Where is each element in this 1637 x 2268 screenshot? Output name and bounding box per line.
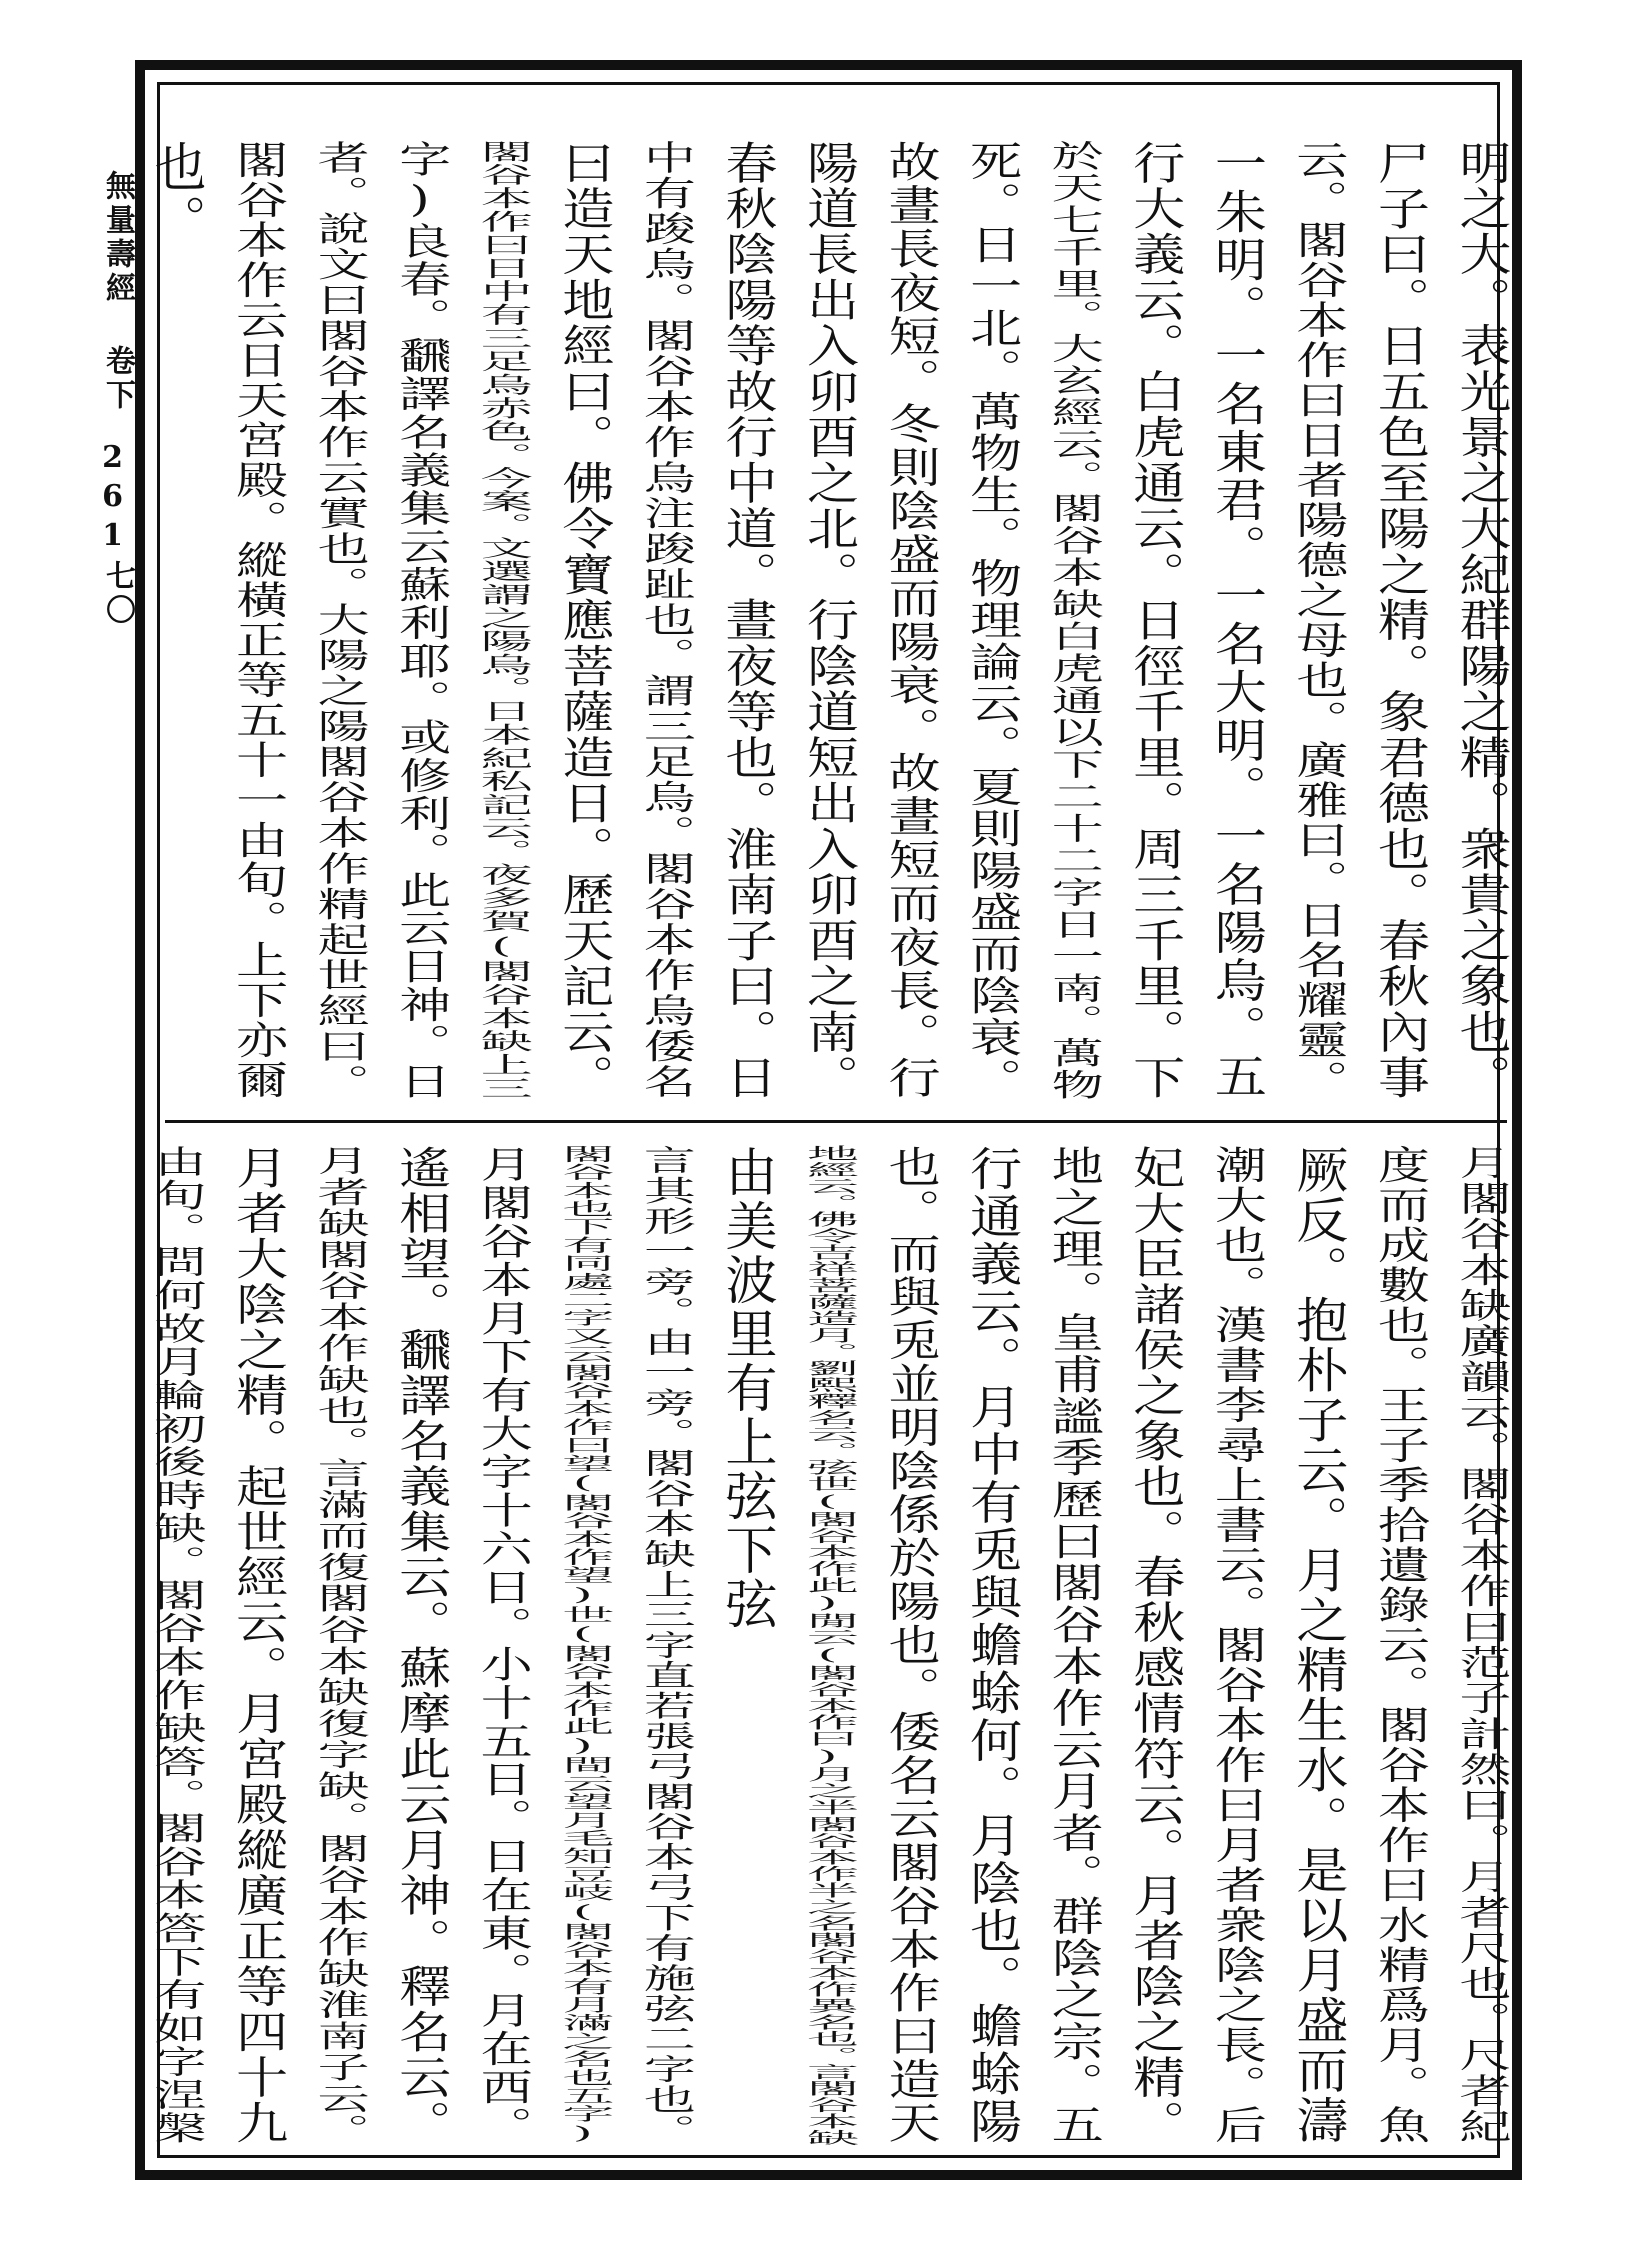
text-column: 陽道長出入卯酉之北。行陰道短出入卯酉之南。 — [797, 140, 858, 1101]
text-column: 一朱明。一名東君。一名大明。一名陽烏。五 — [1205, 140, 1266, 1101]
page-number: 261 — [95, 440, 130, 557]
text-column: 由旬。問何故月輪初後時缺。閣谷本作缺答。閣谷本答下有如字涅槃 — [145, 1145, 205, 2145]
text-column: 春秋陰陽等故行中道。晝夜等也。淮南子曰。日 — [715, 140, 776, 1101]
text-column: 於天七千里。大玄經云。閣谷本缺白虎通以下二十二字日一南。萬物 — [1042, 140, 1103, 1101]
text-column: 潮大也。漢書李尋上書云。閣谷本作曰月者衆陰之長。后 — [1205, 1145, 1266, 2146]
text-column: 也。而與兎並明陰係於陽也。倭名云閣谷本作曰造天 — [879, 1145, 940, 2145]
text-column: 也。 — [145, 140, 205, 248]
text-column: 月閣谷本缺廣韻云。閣谷本作曰范子計然曰。月者尺也。尺者紀 — [1450, 1145, 1510, 2145]
section-divider — [165, 1120, 1507, 1123]
text-column: 地經云。佛令吉祥菩薩造月。劉熙釋名云。弦世(閣谷本作此)閒云(閣谷本作曰)月之半閣谷本作半之名閣谷本作異名也。言閣谷本缺 — [797, 1145, 858, 2147]
text-column: 由美波里有上弦下弦 — [715, 1145, 776, 1631]
text-column: 行大義云。白虎通云。日徑千里。周三千里。下 — [1123, 140, 1184, 1101]
text-column: 故晝長夜短。冬則陰盛而陽衰。故晝短而夜長。行 — [879, 140, 940, 1100]
text-column: 閣谷本也下有同處二字又云閣谷本作曰望(閣谷本作望)世(閣谷本作此)間云望月毛知豆岐(閣谷本有月滿之名也五字) — [552, 1145, 613, 2144]
text-column: 月閣谷本月下有大字十六日。小十五日。日在東。月在西。 — [471, 1145, 532, 2145]
text-column: 閣谷本作曰日中有三足烏赤色。今案。文選謂之陽烏。日本紀私記云。夜多賀(閣谷本缺上三 — [471, 140, 532, 1100]
text-column: 曰造天地經曰。佛令寶應菩薩造日。歷天記云。 — [552, 140, 613, 1101]
folio-number: 七〇 — [100, 560, 135, 628]
text-column: 明之大。表光景之大紀群陽之精。衆貴之象也。 — [1450, 140, 1510, 1101]
text-column: 言其形一旁。由一旁。閣谷本缺上三字直若張弓閣谷本弓下有施弦二字也。 — [634, 1145, 695, 2145]
text-column: 云。閣谷本作曰日者陽德之母也。廣雅曰。日名耀靈。 — [1286, 140, 1347, 1101]
text-column: 尸子曰。日五色至陽之精。象君德也。春秋內事 — [1368, 140, 1429, 1101]
text-column: 妃大臣諸侯之象也。春秋感情符云。月者陰之精。 — [1123, 1145, 1184, 2146]
text-column: 中有踆烏。閣谷本作烏注踆趾也。謂三足烏。閣谷本作烏倭名 — [634, 140, 695, 1100]
running-title: 無量壽經 卷下 — [100, 170, 135, 413]
text-column: 地之理。皇甫謐季歷曰閣谷本作云月者。群陰之宗。五 — [1042, 1145, 1103, 2146]
text-column: 死。日一北。萬物生。物理論云。夏則陽盛而陰衰。 — [960, 140, 1021, 1101]
text-column: 度而成數也。王子季拾遺錄云。閣谷本作曰水精爲月。魚 — [1368, 1145, 1429, 2146]
text-column: 月者大陰之精。起世經云。月宮殿縱廣正等四十九 — [226, 1145, 287, 2146]
text-column: 遙相望。飜譯名義集云。蘇摩此云月神。釋名云。 — [389, 1145, 450, 2146]
text-column: 字)良春。飜譯名義集云蘇利耶。或修利。此云日神。日 — [389, 140, 450, 1101]
text-column: 閣谷本作云日天宮殿。縱橫正等五十一由旬。上下亦爾 — [226, 140, 287, 1101]
text-column: 月者缺閣谷本作缺也。言滿而復閣谷本缺復字缺。閣谷本作缺淮南子云。 — [308, 1145, 369, 2146]
text-column: 行通義云。月中有兎與蟾蜍何。月陰也。蟾蜍陽 — [960, 1145, 1021, 2146]
text-column: 者。說文曰閣谷本作云實也。大陽之陽閣谷本作精起世經曰。 — [308, 140, 369, 1100]
text-column: 厥反。抱朴子云。月之精生水。是以月盛而濤 — [1286, 1145, 1347, 2146]
